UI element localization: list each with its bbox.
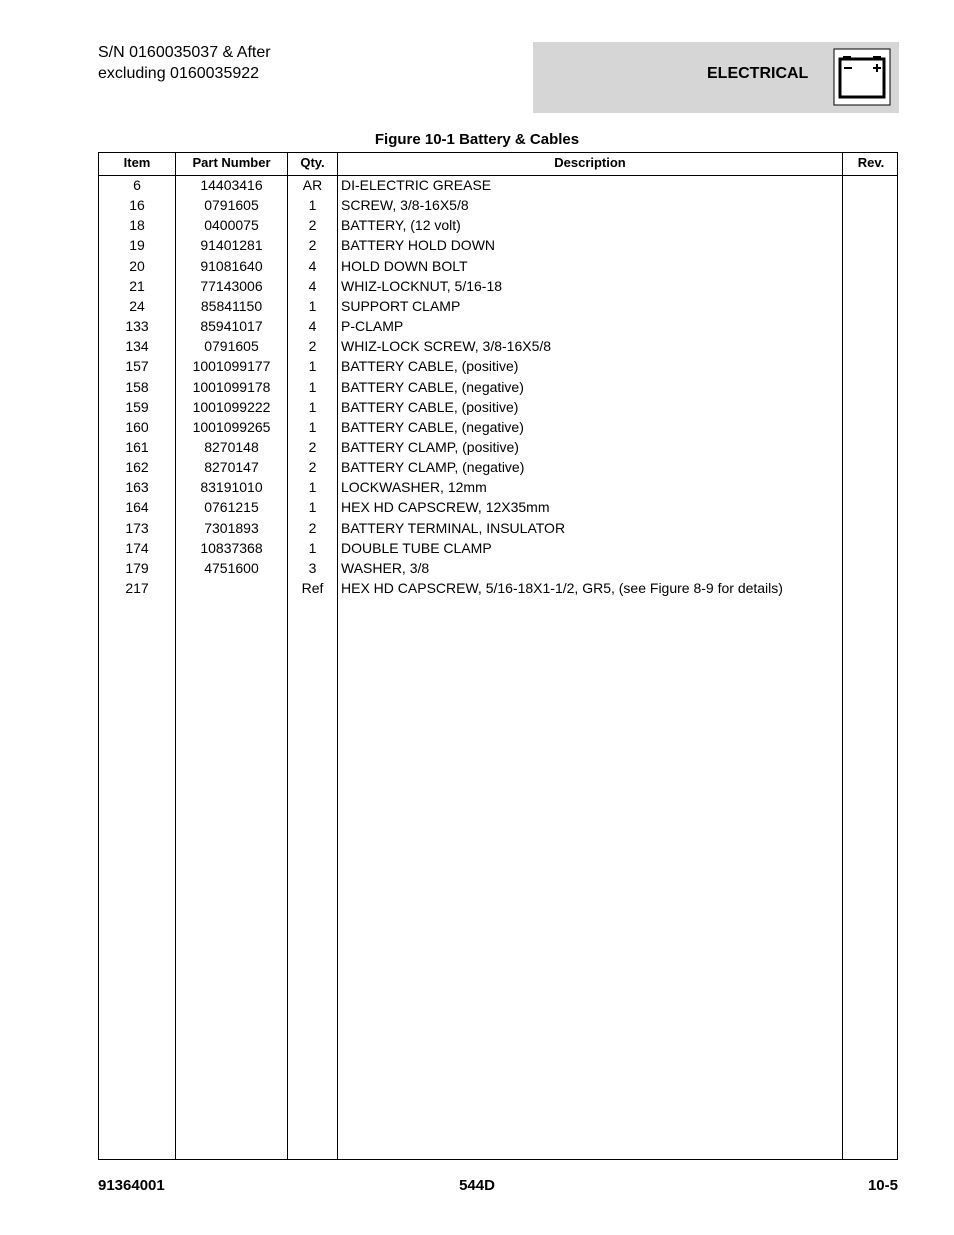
cell-description: BATTERY TERMINAL, INSULATOR [341,519,566,536]
cell-item: 164 [125,499,149,516]
table-row [99,417,899,437]
cell-item: 133 [125,318,149,335]
cell-part-number: 8270148 [204,438,259,455]
cell-description: WHIZ-LOCK SCREW, 3/8-16X5/8 [341,338,552,355]
column-header-qty: Qty. [300,155,325,170]
cell-qty: 1 [308,398,317,415]
table-row [99,235,899,255]
cell-item: 24 [129,297,145,314]
cell-part-number: 14403416 [200,177,263,193]
cell-item: 161 [125,438,149,455]
table-row [99,497,899,517]
footer-model: 544D [459,1177,495,1194]
cell-qty: 1 [308,499,317,516]
cell-item: 173 [125,519,149,536]
cell-part-number: 85841150 [200,297,263,314]
table-row [99,356,899,376]
cell-part-number: 1001099178 [192,378,271,395]
cell-qty: 1 [308,378,317,395]
table-row [99,336,899,356]
cell-description: BATTERY, (12 volt) [341,217,461,234]
table-row [99,175,899,195]
serial-line-2: excluding 0160035922 [98,65,260,82]
section-header [533,42,899,113]
cell-part-number: 10837368 [200,539,263,556]
footer-page-number: 10-5 [867,1177,898,1194]
table-row [99,457,899,477]
cell-qty: 2 [308,459,317,476]
cell-item: 16 [129,197,145,214]
footer-doc-number: 91364001 [98,1177,165,1194]
table-row [99,518,899,538]
cell-qty: 1 [308,539,317,556]
cell-item: 134 [125,338,149,355]
cell-item: 21 [129,277,145,294]
table-row [99,195,899,215]
cell-item: 160 [125,418,149,435]
cell-item: 162 [125,459,149,476]
cell-item: 158 [125,378,149,395]
cell-part-number: 1001099265 [192,418,271,435]
cell-qty: 1 [308,418,317,435]
cell-part-number: 91081640 [200,257,263,274]
cell-item: 159 [125,398,149,415]
cell-description: BATTERY CLAMP, (negative) [341,459,525,476]
section-title: ELECTRICAL [707,65,809,82]
cell-qty: 4 [308,257,317,274]
cell-part-number: 0400075 [204,217,259,234]
cell-description: LOCKWASHER, 12mm [341,479,487,496]
cell-part-number: 4751600 [204,559,259,576]
table-row [99,215,899,235]
cell-item: 20 [129,257,145,274]
cell-part-number: 0761215 [204,499,259,516]
cell-item: 157 [125,358,149,375]
cell-qty: AR [302,177,323,193]
cell-description: SUPPORT CLAMP [341,297,461,314]
cell-description: DOUBLE TUBE CLAMP [341,539,492,556]
cell-description: WHIZ-LOCKNUT, 5/16-18 [341,277,503,294]
table-row [99,558,899,578]
serial-line-1: S/N 0160035037 & After [98,44,271,61]
cell-description: HEX HD CAPSCREW, 5/16-18X1-1/2, GR5, (see Figure 8-9 for details) [341,580,783,596]
table-row [99,397,899,417]
cell-item: 163 [125,479,149,496]
cell-description: SCREW, 3/8-16X5/8 [341,197,469,214]
cell-qty: 2 [308,519,317,536]
cell-item: 179 [125,559,149,576]
battery-icon [833,48,891,111]
cell-item: 217 [125,580,149,596]
cell-description: BATTERY CABLE, (positive) [341,398,519,415]
table-row [99,437,899,457]
figure-title: Figure 10-1 Battery & Cables [374,131,580,148]
cell-part-number: 0791605 [204,338,259,355]
cell-qty: 1 [308,297,317,314]
column-header-description: Description [554,155,626,170]
cell-qty: 2 [308,338,317,355]
cell-part-number: 91401281 [200,237,263,254]
cell-item: 6 [133,177,141,193]
cell-part-number: 83191010 [200,479,263,496]
cell-description: BATTERY CABLE, (negative) [341,378,524,395]
cell-part-number: 1001099177 [192,358,271,375]
table-row [99,377,899,397]
column-header-item: Item [123,155,151,170]
cell-part-number: 1001099222 [192,398,271,415]
cell-qty: 1 [308,479,317,496]
table-row [99,256,899,276]
table-row [99,538,899,558]
cell-description: BATTERY CABLE, (negative) [341,418,524,435]
cell-item: 174 [125,539,149,556]
table-row [99,316,899,336]
cell-part-number: 77143006 [200,277,263,294]
cell-description: BATTERY CABLE, (positive) [341,358,519,375]
column-header-part-number: Part Number [192,155,271,170]
cell-part-number: 85941017 [200,318,263,335]
cell-part-number: 8270147 [204,459,259,476]
parts-table [98,152,898,1160]
table-row [99,578,899,598]
cell-description: BATTERY HOLD DOWN [341,237,496,254]
cell-qty: Ref [301,580,324,596]
serial-number-block [98,42,271,84]
cell-qty: 1 [308,358,317,375]
cell-qty: 3 [308,559,317,576]
cell-qty: 4 [308,318,317,335]
cell-qty: 1 [308,197,317,214]
cell-description: BATTERY CLAMP, (positive) [341,438,519,455]
cell-qty: 2 [308,217,317,234]
cell-item: 18 [129,217,145,234]
cell-qty: 2 [308,237,317,254]
table-row [99,276,899,296]
cell-description: HOLD DOWN BOLT [341,257,468,274]
cell-part-number: 0791605 [204,197,259,214]
cell-description: P-CLAMP [341,318,404,335]
table-row [99,296,899,316]
column-header-rev: Rev. [857,155,885,170]
cell-part-number: 7301893 [204,519,259,536]
cell-item: 19 [129,237,145,254]
cell-description: WASHER, 3/8 [341,559,430,576]
cell-description: DI-ELECTRIC GREASE [341,177,492,193]
cell-description: HEX HD CAPSCREW, 12X35mm [341,499,550,516]
cell-qty: 4 [308,277,317,294]
cell-qty: 2 [308,438,317,455]
table-row [99,477,899,497]
